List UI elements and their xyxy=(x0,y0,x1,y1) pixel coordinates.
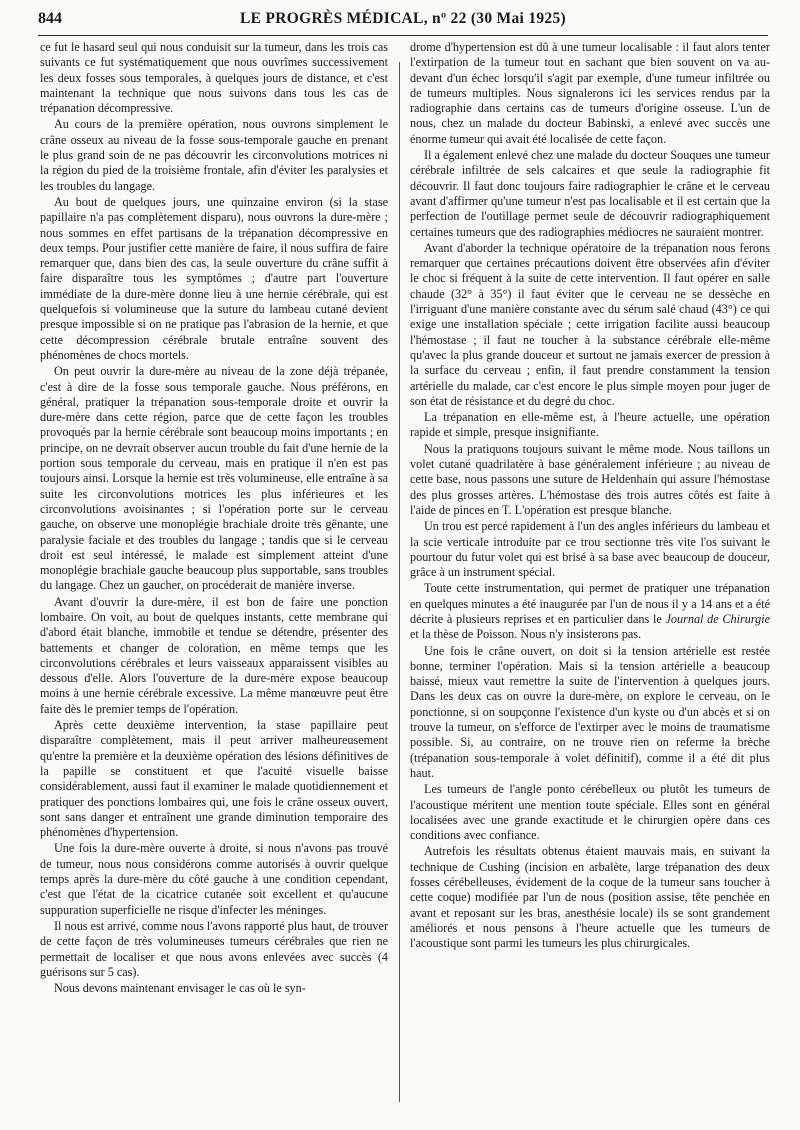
paragraph: Autrefois les résultats obtenus étaient mauvais mais, en suivant la technique de Cushing (incision en arbalète, large trépanation des deux fosses cérébelleuses, évidement de la coque de la tumeur sans toucher à cette coque) modifiée par l'un de nous (position assise, tête penchée en avant et reposant sur les bras, anesthésie locale) ils se sont grandement améliorés et nous pensons à l'heure actuelle que les tumeurs de l'acoustique sont parmi les tumeurs les plus chirurgicales. xyxy=(410,844,770,951)
paragraph: Avant d'ouvrir la dure-mère, il est bon de faire une ponction lombaire. On voit, au bout de quelques instants, cette membrane qui d'abord était blanche, immobile et tendue se détendre, présenter des battements et changer de coloration, en même temps que les circonvolutions cérébrales et leurs vaisseaux apparaissent visibles au dessous d'elle. Alors l'ouverture de la dure-mère expose beaucoup moins à une hernie cérébrale excessive. La même manœuvre peut être faite dès le premier temps de l'opération. xyxy=(40,594,388,716)
page-number: 844 xyxy=(38,10,62,27)
paragraph: Il nous est arrivé, comme nous l'avons rapporté plus haut, de trouver de cette façon de très volumineuses tumeurs cérébrales que rien ne permettait de localiser et que nous avons enlevées avec succès (4 guérisons sur 5 cas). xyxy=(40,918,388,979)
paragraph: On peut ouvrir la dure-mère au niveau de la zone déjà trépanée, c'est à dire de la fosse sous temporale gauche. Nous préférons, en général, pratiquer la trépanation sous-temporale droite et ouvrir la dure-mère dans cette région, parce que de cette façon les troubles provoqués par la hernie cérébrale sont beaucoup moins importants ; en principe, on ne devrait observer aucun trouble du fait d'une hernie de la portion sous temporale du cerveau, mais en pratique il n'en est pas toujours ainsi. Lorsque la hernie est très volumineuse, elle entraîne à sa suite les circonvolutions motrices les plus inférieures et les circonvolutions avoisinantes ; si l'opération porte sur le cerveau gauche, on observe une monoplégie brachiale droite très gênante, une paralysie faciale et des troubles du langage ; tandis que si le cerveau droit est seul intéressé, le malade est simplement atteint d'une monoplégie brachiale gauche beaucoup plus supportable, sans troubles du langage. Chez un gaucher, on procéderait de manière inverse. xyxy=(40,364,388,593)
paragraph: ce fut le hasard seul qui nous conduisit sur la tumeur, dans les trois cas suivants ce fut systématiquement que nous ouvrîmes successivement les deux fosses sous temporales, à quelques jours de distance, et c'est maintenant la technique que nous suivons dans tous les cas de trépanation décompressive. xyxy=(40,40,388,116)
paragraph: Toute cette instrumentation, qui permet de pratiquer une trépanation en quelques minutes a été inaugurée par l'un de nous il y a 14 ans et a été décrite à plusieurs reprises et en particulier dans le Journal de Chirurgie et la thèse de Poisson. Nous n'y insisterons pas. xyxy=(410,581,771,642)
right-column xyxy=(410,40,770,952)
paragraph: Avant d'aborder la technique opératoire de la trépanation nous ferons remarquer que certaines précautions doivent être observées afin d'éviter le choc si fréquent à la suite de cette intervention. Il faut opérer en salle chaude (32° à 35°) il faut éviter que le cerveau ne se dessèche en l'irriguant d'une manière constante avec du sérum salé chaud (43°) ce qui exige une installation spéciale ; cette irrigation facilite aussi beaucoup l'hémostase ; il faut ne toucher à la substance cérébrale elle-même qu'avec la plus grande douceur et surtout ne jamais exercer de pression à la surface du cerveau ; enfin, il faut prendre constamment la tension artérielle du malade, car c'est encore le plus simple moyen pour juger de son état de résistance et du degré du choc. xyxy=(410,240,770,408)
paragraph: Il a également enlevé chez une malade du docteur Souques une tumeur cérébrale infiltrée de sels calcaires et que seule la radiographie fit découvrir. Il faut donc toujours faire radiographier le crâne et le cerveau avant d'affirmer qu'une tumeur n'est pas localisable et il est certain que la perfection de l'outillage permet seule de découvrir radiographiquement certaines tumeurs que des radiographies médiocres ne sauraient montrer. xyxy=(410,148,770,239)
paragraph: Au cours de la première opération, nous ouvrons simplement le crâne osseux au niveau de la fosse sous-temporale gauche en prenant le plus grand soin de ne pas découvrir les circonvolutions motrices ni la région du pied de la troisième frontale, afin d'éviter les paralysies et les troubles du langage. xyxy=(40,117,388,193)
paragraph: Nous devons maintenant envisager le cas où le syn- xyxy=(54,981,306,996)
paragraph: Une fois la dure-mère ouverte à droite, si nous n'avons pas trouvé de tumeur, nous nous considérons comme autorisés à ouvrir quelque temps après la dure-mère du côté gauche à une condition cependant, c'est que l'état de la cicatrice cutanée soit excellent et qu'aucune suppuration superficielle ne risque d'infecter les méninges. xyxy=(40,841,388,917)
paragraph: Une fois le crâne ouvert, on doit si la tension artérielle est restée bonne, terminer l'opération. Mais si la tension artérielle a beaucoup baissé, mieux vaut remettre la suite de l'intervention à quelques jours. Dans les deux cas on ouvre la dure-mère, on explore le cerveau, on le ponctionne, si on soupçonne l'existence d'un kyste ou d'un abcès et si on trouve la tumeur, on s'efforce de l'extirper avec le moins de traumatisme possible. Si, au contraire, on ne trouve rien on referme la brèche (trépanation sous-temporale à volet définitif), comme il a été dit plus haut. xyxy=(410,643,770,780)
page-header xyxy=(38,10,768,34)
paragraph: Au bout de quelques jours, une quinzaine environ (si la stase papillaire n'a pas complètement disparu), nous ouvrons la dure-mère ; nous sommes en effet partisans de la trépanation décompressive en deux temps. Pour justifier cette manière de faire, il nous suffira de faire remarquer que, dans bien des cas, la seule ouverture du crâne suffit à faire disparaître tous les symptômes ; d'autre part l'ouverture immédiate de la dure-mère donne lieu à une hernie cérébrale, qui est quelquefois si volumineuse que la suture du lambeau cutané devient presque impossible si on ne pratique pas l'abrasion de la hernie, et que cette décompression cérébrale brutale entraîne souvent des phénomènes de chocs mortels. xyxy=(40,194,388,362)
journal-title: LE PROGRÈS MÉDICAL, nº 22 (30 Mai 1925) xyxy=(240,10,566,27)
column-divider xyxy=(399,62,400,1102)
paragraph: Nous la pratiquons toujours suivant le même mode. Nous taillons un volet cutané quadrilatère à base généralement inférieure ; au niveau de cette base, nous passons une suture de Heldenhain qui assure l'hémostase des plus grosses artères. L'hémostase des trois autres côtés est faite à l'aide de pinces en T. L'opération est presque blanche. xyxy=(410,441,770,517)
header-rule xyxy=(38,35,768,36)
paragraph: Après cette deuxième intervention, la stase papillaire peut disparaître complètement, mais il peut arriver malheureusement qu'entre la première et la deuxième opération des lésions définitives de la papille se constituent et que l'acuité visuelle baisse considérablement, aussi faut il examiner le malade quotidiennement et pratiquer des ponctions lombaires qui, une fois le crâne osseux ouvert, sont sans danger et entraînent une grande diminution temporaire des phénomènes d'hypertension. xyxy=(40,718,388,840)
journal-reference: Journal de Chirurgie xyxy=(665,611,771,626)
left-column xyxy=(40,40,388,996)
paragraph: drome d'hypertension est dû à une tumeur localisable : il faut alors tenter l'extirpation de la tumeur tout en sachant que bien souvent on va au-devant d'un échec lorsqu'il s'agit par exemple, d'une tumeur infiltrée ou de tumeurs multiples. Nous signalerons ici les services rendus par la radiographie dans certains cas de tumeurs d'origine osseuse. L'un de nous, chez un malade du docteur Babinski, a enlevé avec succès une énorme tumeur qui avait été localisée de cette façon. xyxy=(410,40,770,146)
paragraph: La trépanation en elle-même est, à l'heure actuelle, une opération rapide et simple, presque insignifiante. xyxy=(410,410,770,440)
paragraph: Les tumeurs de l'angle ponto cérébelleux ou plutôt les tumeurs de l'acoustique méritent une mention toute spéciale. Elles sont en général localisées avec une grande exactitude et le chirurgien opère dans ces conditions avec confiance. xyxy=(410,782,770,843)
paragraph: Un trou est percé rapidement à l'un des angles inférieurs du lambeau et la scie verticale introduite par ce trou sectionne très vite l'os suivant le pourtour du futur volet qui est brisé à sa base avec beaucoup de douceur, grâce à un instrument spécial. xyxy=(410,519,770,580)
